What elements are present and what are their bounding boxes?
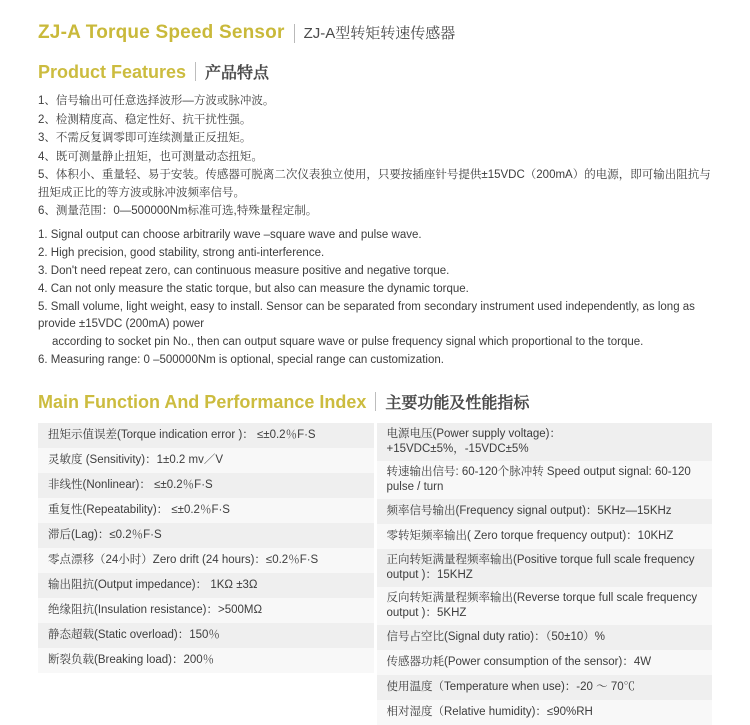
list-item: 5、体积小、重量轻、易于安装。传感器可脱离二次仪表独立使用，只要按插座针号提供±15VDC（200mA）的电源，即可输出阻抗与扭矩成正比的等方波或脉冲波频率信号。 xyxy=(38,169,711,199)
table-row xyxy=(377,625,713,650)
performance-index-heading xyxy=(38,390,712,413)
table-cell: 转速输出信号: 60-120个脉冲转 Speed output signal: 60-120 pulse / turn xyxy=(377,461,713,499)
table-row xyxy=(38,473,374,498)
list-item: 2、检测精度高、稳定性好、抗干扰性强。 xyxy=(38,113,252,126)
table-cell: 重复性(Repeatability)： ≤±0.2％F·S xyxy=(38,498,374,523)
table-row xyxy=(38,598,374,623)
list-item: 4、既可测量静止扭矩，也可测量动态扭矩。 xyxy=(38,150,263,163)
table-row xyxy=(38,623,374,648)
table-cell: 零点漂移（24小时）Zero drift (24 hours)：≤0.2％F·S xyxy=(38,548,374,573)
table-cell: 滞后(Lag)：≤0.2％F·S xyxy=(38,523,374,548)
table-cell: 扭矩示值误差(Torque indication error )： ≤±0.2％F·S xyxy=(38,423,374,448)
table-cell: 电源电压(Power supply voltage)： +15VDC±5%，-15VDC±5% xyxy=(377,423,713,461)
list-item: 3、不需反复调零即可连续测量正反扭矩。 xyxy=(38,132,252,144)
table-row xyxy=(377,700,713,725)
performance-index-heading-cn: 主要功能及性能指标 xyxy=(385,394,530,412)
table-cell: 反向转矩满量程频率输出(Reverse torque full scale frequency output )：5KHZ xyxy=(377,587,713,625)
heading-divider xyxy=(375,392,376,411)
table-cell: 静态超载(Static overload)：150％ xyxy=(38,623,374,648)
table-row xyxy=(377,549,713,587)
table-cell: 信号占空比(Signal duty ratio)：（50±10）% xyxy=(377,625,713,650)
product-features-heading xyxy=(38,60,712,83)
table-cell: 正向转矩满量程频率输出(Positive torque full scale frequency output )：15KHZ xyxy=(377,549,713,587)
table-row xyxy=(377,423,713,461)
table-row xyxy=(38,448,374,473)
table-row xyxy=(377,675,713,700)
list-item: 4. Can not only measure the static torque, but also can measure the dynamic torque. xyxy=(38,282,469,295)
title-chinese: ZJ-A型转矩转速传感器 xyxy=(303,25,456,42)
table-row xyxy=(38,548,374,573)
specification-table-right xyxy=(377,423,713,725)
table-cell: 绝缘阻抗(Insulation resistance)：>500MΩ xyxy=(38,598,374,623)
document-title xyxy=(38,22,712,44)
list-item: according to socket pin No., then can output square wave or pulse frequency signal which proportional to the torque. xyxy=(52,335,644,348)
table-cell: 传感器功耗(Power consumption of the sensor)：4W xyxy=(377,650,713,675)
list-item: 2. High precision, good stability, strong anti-interference. xyxy=(38,246,325,259)
table-row xyxy=(38,523,374,548)
table-cell: 零转矩频率输出( Zero torque frequency output)：10KHZ xyxy=(377,524,713,549)
table-row xyxy=(38,498,374,523)
list-item: 6. Measuring range: 0 –500000Nm is optional, special range can customization. xyxy=(38,353,444,366)
table-cell: 非线性(Nonlinear)： ≤±0.2％F·S xyxy=(38,473,374,498)
table-cell: 频率信号输出(Frequency signal output)：5KHz—15KHz xyxy=(377,499,713,524)
table-cell: 相对湿度（Relative humidity)：≤90%RH xyxy=(377,700,713,725)
table-row xyxy=(377,461,713,499)
table-row xyxy=(377,587,713,625)
list-item: 3. Don't need repeat zero, can continuous measure positive and negative torque. xyxy=(38,264,450,277)
table-cell: 使用温度（Temperature when use)：-20 ～ 70℃ xyxy=(377,675,713,700)
title-divider xyxy=(294,24,295,43)
performance-index-heading-en: Main Function And Performance Index xyxy=(38,391,367,412)
specification-tables xyxy=(38,423,712,725)
list-item: 6、测量范围：0—500000Nm标准可选,特殊量程定制。 xyxy=(38,205,318,217)
product-features-heading-cn: 产品特点 xyxy=(205,65,270,82)
features-list-english xyxy=(38,227,712,369)
features-list-chinese xyxy=(38,93,712,221)
table-cell: 断裂负载(Breaking load)：200％ xyxy=(38,648,374,673)
list-item: 5. Small volume, light weight, easy to install. Sensor can be separated from secondary instrument used independently, as long as provide ±15VDC (200mA) power xyxy=(38,300,695,330)
table-cell: 灵敏度 (Sensitivity)：1±0.2 mv／V xyxy=(38,448,374,473)
list-item: 1. Signal output can choose arbitrarily wave –square wave and pulse wave. xyxy=(38,228,422,241)
product-features-heading-en: Product Features xyxy=(38,62,187,82)
title-english: ZJ-A Torque Speed Sensor xyxy=(38,22,285,43)
specification-table-left xyxy=(38,423,374,725)
table-row xyxy=(377,650,713,675)
table-row xyxy=(377,499,713,524)
table-cell: 输出阻抗(Output impedance)： 1KΩ ±3Ω xyxy=(38,573,374,598)
table-row xyxy=(38,423,374,448)
table-row xyxy=(377,524,713,549)
heading-divider xyxy=(195,62,196,81)
list-item: 1、信号输出可任意选择波形—方波或脉冲波。 xyxy=(38,95,275,107)
table-row xyxy=(38,573,374,598)
table-row xyxy=(38,648,374,673)
